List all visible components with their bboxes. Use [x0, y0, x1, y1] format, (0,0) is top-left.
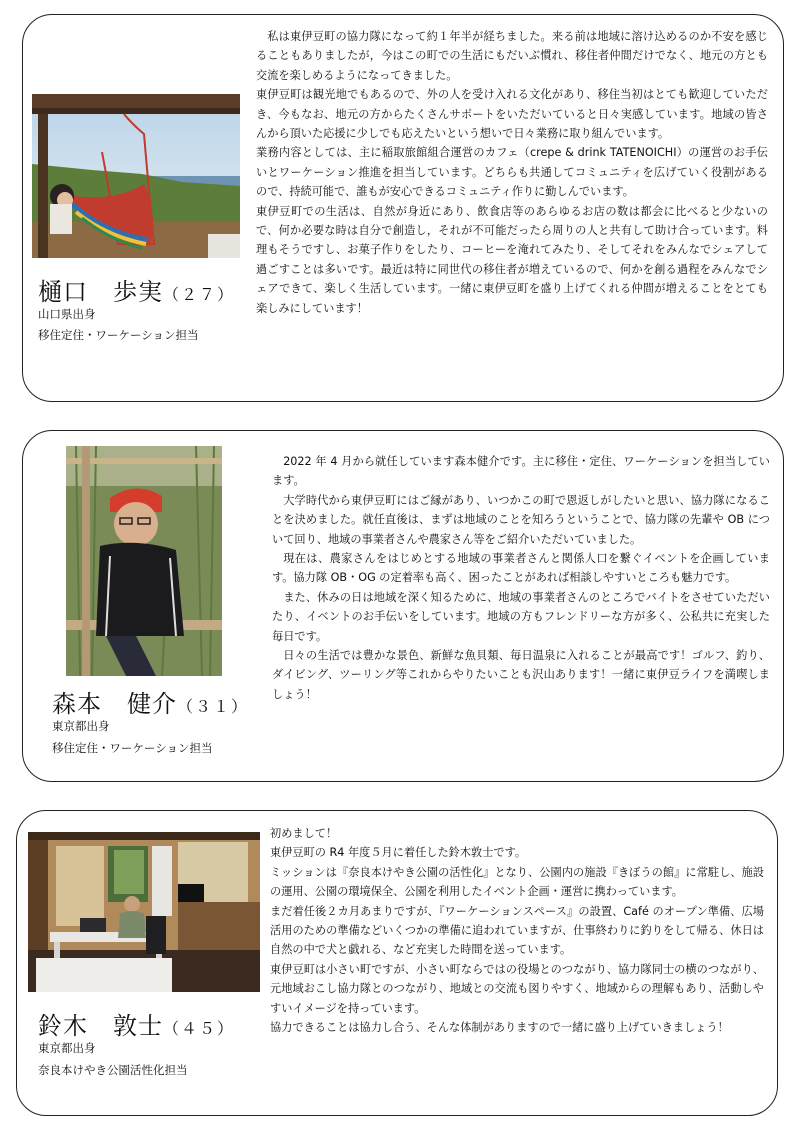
- age-text: （３１）: [177, 697, 250, 716]
- paragraph: まだ着任後２カ月あまりですが、『ワーケーションスペース』の設置、Café のオープン準備、広場活用のための準備などいくつかの準備に追われていますが、仕事終わりに釣りをして帰る、休日は自然の中で犬と戯れる、など充実した時間を送っています。: [270, 904, 764, 957]
- paragraph: 東伊豆町は観光地でもあるので、外の人を受け入れる文化があり、移住当初はとても歓迎していただき、今もなお、地元の方からたくさんサポートをいただいていると日々実感しています。地域の皆さんから頂いた応援に少しでも応えたいという想いで日々業務に取り組んでいます。: [256, 88, 768, 141]
- age-text: （４５）: [163, 1019, 236, 1038]
- role-text: 移住定住・ワーケーション担当: [52, 741, 213, 755]
- paragraph: 東伊豆町での生活は、自然が身近にあり、飲食店等のあらゆるお店の数は都会に比べると少ないので、何か必要な時は自分で創造し，それが不可能だったら周りの人と共有して助け合っています。料理もそうですし、お菓子作りをしたり、コーヒーを淹れてみたり、そしてそれをみんなでシェアして過ごすことは多いです。最近は特に同世代の移住者が増えているので、何かを創る過程をみんなでシェアできて、楽しく生活しています。一緒に東伊豆町を盛り上げてくれる仲間が増えることをとても楽しみにしています！: [256, 204, 768, 315]
- office-photo: [28, 832, 260, 992]
- paragraph: 日々の生活では豊かな景色、新鮮な魚貝類、毎日温泉に入れることが最高です！ゴルフ、釣り、ダイビング、ツーリング等これからやりたいことも沢山あります！一緒に東伊豆ライフを満喫しましょう！: [272, 649, 770, 701]
- paragraph: 初めまして！: [270, 827, 338, 840]
- hammock-photo: [32, 94, 240, 258]
- age-text: （２７）: [163, 285, 236, 304]
- name-text: 樋口 歩実: [38, 278, 163, 306]
- hometown-text: 東京都出身: [52, 719, 110, 733]
- paragraph: また、休みの日は地域を深く知るために、地域の事業者さんのところでバイトをさせていただいたり、イベントのお手伝いをしています。地域の方もフレンドリーな方が多く、公私共に充実した毎日です。: [272, 590, 770, 643]
- member-name: [38, 1006, 235, 1041]
- role-text: 移住定住・ワーケーション担当: [38, 328, 199, 342]
- paragraph: 東伊豆町の R4 年度５月に着任した鈴木敦士です。: [270, 846, 527, 860]
- paragraph: 大学時代から東伊豆町にはご縁があり、いつかこの町で恩返しがしたいと思い、協力隊になることを決めました。就任直後は、まずは地域のことを知ろうということで、協力隊の先輩や OB について回り、地域の事業者さんや農家さん等をご紹介いただいていました。: [272, 493, 770, 546]
- profile-body-text: [270, 824, 764, 1037]
- member-name: [38, 272, 235, 307]
- name-text: 鈴木 敦士: [38, 1012, 163, 1040]
- paragraph: 現在は、農家さんをはじめとする地域の事業者さんと関係人口を繋ぐイベントを企画しています。協力隊 OB・OG の定着率も高く、困ったことがあれば相談しやすいところも魅力です。: [272, 552, 770, 585]
- hometown-text: 東京都出身: [38, 1041, 96, 1055]
- member-name: [52, 684, 249, 719]
- paragraph: 協力できることは協力し合う、そんな体制がありますので一緒に盛り上げていきましょう！: [270, 1021, 729, 1035]
- paragraph: 東伊豆町は小さい町ですが、小さい町ならではの役場とのつながり、協力隊同士の横のつながり、元地域おこし協力隊とのつながり、地域との交流も図りやすく、地域からの理解もあり、活動しやすいイメージを持っています。: [270, 962, 764, 1015]
- profile-body-text: [272, 452, 770, 704]
- field-photo: [66, 446, 222, 676]
- paragraph: 私は東伊豆町の協力隊になって約１年半が経ちました。来る前は地域に溶け込めるのか不安を感じることもありましたが，今はこの町での生活にもだいぶ慣れ、移住者仲間だけでなく、地元の方とも交流を楽しめるようになってきました。: [256, 30, 768, 82]
- hometown-text: 山口県出身: [38, 307, 96, 321]
- paragraph: ミッションは『奈良本けやき公園の活性化』となり、公園内の施設『きぼうの館』に常駐し、施設の運用、公園の環境保全、公園を利用したイベント企画・運営に携わっています。: [270, 865, 764, 899]
- name-text: 森本 健介: [52, 690, 177, 718]
- paragraph: 2022 年 4 月から就任しています森本健介です。主に移住・定住、ワーケーションを担当しています。: [272, 455, 770, 488]
- profile-body-text: [256, 27, 768, 318]
- role-text: 奈良本けやき公園活性化担当: [38, 1063, 188, 1077]
- paragraph: 業務内容としては、主に稲取旅館組合運営のカフェ（crepe & drink TATENOICHI）の運営のお手伝いとワーケーション推進を担当しています。どちらも共通してコミュニティを広げていく役割があるので、持続可能で、誰もが安心できるコミュニティ作りに勤しんでいます。: [256, 146, 768, 199]
